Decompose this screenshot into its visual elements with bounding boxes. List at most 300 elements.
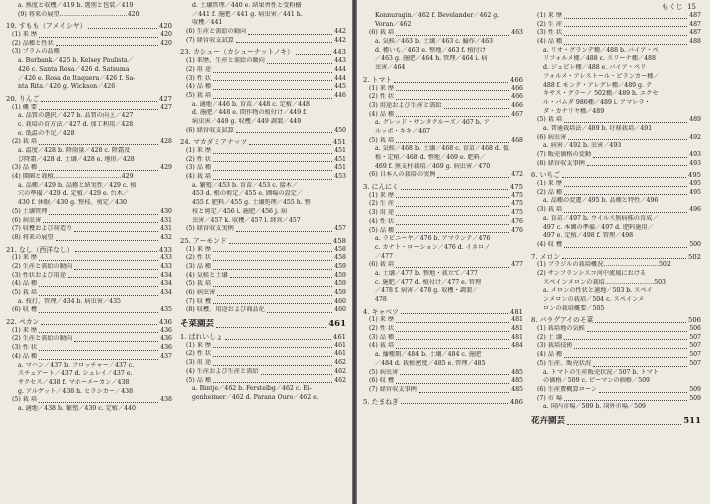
toc-entry-title: (2) 生 産 [537, 20, 563, 28]
toc-entry [531, 160, 701, 169]
toc-section [180, 48, 346, 57]
toc-entry [180, 272, 346, 281]
dot-leader [39, 306, 158, 313]
toc-page-number: 481 [510, 307, 523, 316]
toc-entry-title: (5) 病虫害 [369, 368, 399, 376]
dot-leader [213, 254, 332, 261]
toc-entry-title: (1) 概 要 [12, 103, 38, 111]
toc-text-line: a. 適地／446 b. 育苗／448 c. 定植／448 [192, 100, 310, 108]
toc-text-line: び降霜／428 d. 土壌／428 e. 地形／428 [18, 155, 135, 163]
toc-entry [180, 57, 346, 66]
toc-entry-title: (3) 性 状 [12, 344, 38, 352]
dot-leader [396, 192, 509, 199]
toc-text-line: ／477 [375, 252, 393, 260]
toc-text-line: キサス・グラーノ 502種／489 h. エクセ [543, 90, 659, 98]
dot-leader [564, 241, 687, 248]
toc-section [363, 398, 523, 407]
toc-text-line: e. 低温の不足／428 [18, 129, 75, 137]
toc-page-number: 461 [328, 319, 346, 330]
toc-entry-title: (6) 栽 培 [369, 261, 395, 269]
dot-leader [396, 93, 509, 100]
toc-page-number: 460 [334, 306, 346, 314]
toc-entry [531, 351, 701, 360]
toc-entry-title: 21. なし（西洋なし） [6, 245, 74, 254]
toc-page-number: 451 [334, 164, 346, 172]
toc-page-number: 434 [160, 289, 172, 296]
toc-text-line: 488 f. モンテ・アレグレ種／489 g. テ [543, 81, 653, 89]
toc-page-number: 442 [334, 36, 346, 44]
toc-text-line: c. カナト・ローション／476 d. イネロノ [375, 243, 491, 251]
dot-leader [574, 342, 687, 349]
toc-entry [363, 85, 523, 94]
toc-entry-title: (8) 収穫、用途および商品化 [186, 306, 265, 314]
dot-leader [396, 334, 509, 341]
dot-leader [74, 263, 158, 270]
toc-entry-title: (1) 来 歴 [12, 254, 38, 262]
toc-entry-title: (6) 生産費概算ローン [537, 385, 598, 393]
toc-page-number: 502 [688, 252, 701, 261]
dot-leader [396, 137, 509, 144]
toc-entry-title: (5) 土壌管理 [12, 207, 48, 215]
toc-entry [531, 360, 701, 369]
toc-entry-title: (6) 収 穫 [369, 377, 395, 385]
toc-entry-title: (2) 土 壌 [537, 333, 563, 341]
toc-page-number: 459 [334, 280, 346, 288]
toc-page-number: 493 [689, 151, 701, 158]
toc-page-number: 443 [333, 48, 346, 57]
dot-leader [396, 261, 509, 268]
toc-page-number: 475 [511, 209, 523, 217]
toc-page-number: 476 [511, 217, 523, 225]
toc-entry [180, 75, 346, 84]
toc-entry [6, 289, 172, 298]
dot-leader [564, 334, 687, 341]
toc-entry [6, 272, 172, 281]
toc-entry-title: 4. キャベツ [363, 307, 399, 316]
toc-text-line: の価格／509 c. ピーマンの価格／509 [543, 377, 650, 385]
toc-entry [531, 180, 701, 189]
toc-text-line: a. 播種期／484 b. 土壌／484 c. 施肥 [375, 351, 482, 359]
toc-page-number: 460 [334, 297, 346, 305]
dot-leader [213, 359, 332, 366]
dot-leader [213, 342, 332, 349]
dot-leader [564, 351, 687, 358]
dot-leader [213, 173, 332, 180]
dot-leader [213, 377, 332, 384]
toc-entry [6, 396, 172, 405]
dot-leader [587, 160, 687, 167]
toc-page-number: 466 [511, 93, 523, 101]
dot-leader [419, 386, 509, 393]
toc-entry-title: 7. メロン [531, 252, 561, 261]
dot-leader [39, 31, 158, 38]
dot-leader [213, 263, 332, 270]
toc-entry-title: (3) 品 種 [186, 262, 212, 270]
toc-entry-title: (4) 収 穫 [537, 240, 563, 248]
toc-section [6, 318, 172, 327]
toc-entry [531, 12, 701, 21]
dot-leader [394, 76, 508, 83]
dot-leader [213, 66, 332, 73]
dot-leader [587, 325, 687, 332]
toc-text-line: a. 適地／438 b. 繁殖／439 c. 定植／440 [18, 404, 136, 412]
toc-page-number: 462 [334, 367, 346, 375]
dot-leader [595, 316, 686, 323]
toc-entry [531, 134, 701, 143]
toc-text-line: ンメロンの栽培／504 c. スペインメ [543, 296, 645, 303]
toc-entry [363, 200, 523, 209]
toc-section [531, 253, 701, 262]
dot-leader [562, 253, 686, 260]
toc-page-number: 451 [334, 147, 346, 154]
toc-entry-title: (7) 販売価格の変動 [537, 151, 592, 158]
dot-leader [213, 246, 332, 253]
toc-text-line: 453 d. 根の剪定／455 e. 圃場の設定／ [192, 190, 304, 198]
toc-section [180, 237, 346, 246]
toc-entry [363, 316, 523, 325]
toc-text-line: a. 気候／468 b. 土壌／468 c. 育苗／468 d. 仮 [375, 145, 510, 153]
chapter-title: もくじ [661, 3, 683, 11]
toc-column-2 [180, 2, 346, 403]
dot-leader [593, 360, 687, 367]
toc-entry-title: (3) 品 種 [369, 333, 395, 341]
toc-text-line: (1) ブラジルの栽培概況………………………502 [537, 261, 671, 269]
toc-page-number: 459 [334, 262, 346, 270]
dot-leader [229, 237, 331, 244]
dot-leader [564, 38, 687, 45]
toc-text-line: 虫害／464 [375, 64, 406, 72]
toc-entry-title: (2) 栽 培 [12, 138, 38, 146]
toc-entry [180, 173, 346, 182]
dot-leader [564, 29, 687, 36]
toc-entry [6, 225, 172, 234]
toc-text-line: c. 施肥／477 d. 植付け／477 e. 管理 [375, 278, 482, 286]
toc-entry-title: (3) 栽培技術 [537, 342, 573, 350]
toc-text-line: a. 枝打、管理／434 b. 病虫害／435 [18, 297, 121, 305]
toc-entry-title: 8. パラグアイのそ菜 [531, 316, 594, 325]
toc-entry-title: (1) 栽培地の気候 [537, 325, 585, 333]
toc-entry-title: そ菜園芸 [180, 319, 215, 330]
toc-entry-title: 20. りんご [6, 94, 40, 103]
toc-entry-title: (2) 性 状 [186, 254, 212, 262]
toc-entry [363, 218, 523, 227]
toc-entry-title: (2) 性 状 [369, 93, 395, 101]
toc-text-line: a. 普通栽培法／489 b. 圩移栽培／491 [543, 124, 653, 132]
toc-entry [531, 325, 701, 334]
toc-text-line: ロンの栽培概要／505 [543, 304, 605, 312]
toc-section [531, 316, 701, 325]
toc-entry [531, 151, 701, 160]
toc-page-number: 463 [511, 29, 523, 37]
dot-leader [213, 298, 332, 305]
toc-page-number: 507 [689, 333, 701, 341]
toc-entry [6, 208, 172, 217]
dot-leader [225, 333, 331, 340]
toc-text-line: a. マハン／437 b. フロッチャー／437 c. [18, 361, 135, 369]
toc-page-number: 444 [334, 74, 346, 82]
toc-text-line: 収穫／441 [192, 19, 223, 27]
toc-page-number: 467 [511, 110, 523, 118]
toc-text-line: スペインメロンの栽培……………………503 [543, 278, 666, 286]
toc-entry-title: (6) 栽 培 [369, 29, 395, 37]
toc-entry [180, 254, 346, 263]
toc-text-line: 469 f. 無支柱栽培／469 g. 病虫害／470 [375, 162, 491, 170]
dot-leader [261, 368, 333, 375]
dot-leader [396, 85, 509, 92]
toc-entry-title: (4) 品 種 [12, 352, 38, 360]
toc-entry-title: (4) 性 状 [369, 217, 395, 225]
toc-entry-title: (4) 栽 培 [186, 173, 212, 181]
dot-leader [49, 208, 158, 215]
toc-entry [363, 111, 523, 120]
dot-leader [562, 171, 686, 178]
dot-leader [396, 377, 509, 384]
toc-entry [180, 280, 346, 289]
toc-text-line: (9) 将来の展望……………………………420 [18, 10, 140, 18]
toc-entry [180, 92, 346, 101]
toc-entry-title: (4) 品 種 [537, 38, 563, 46]
toc-page-number: 481 [511, 333, 523, 341]
toc-page-number: 430 [160, 207, 172, 215]
toc-entry-title: (3) 栽 培 [537, 206, 563, 214]
dot-leader [41, 318, 157, 325]
toc-page-number: 500 [689, 240, 701, 248]
toc-entry-title: (1) 来 歴 [369, 316, 395, 324]
toc-text-line: d. 種いも／463 e. 整地／463 f. 植付け [375, 46, 486, 54]
dot-leader [593, 151, 687, 158]
toc-entry-title: (6) 病虫害 [12, 216, 42, 224]
dot-leader [267, 57, 332, 64]
toc-page-number: 486 [510, 397, 523, 406]
toc-entry [6, 306, 172, 315]
toc-page-number: 466 [511, 84, 523, 92]
toc-entry [363, 171, 523, 180]
toc-entry [180, 66, 346, 75]
dot-leader [396, 111, 509, 118]
toc-page-number: 509 [689, 385, 701, 393]
dot-leader [396, 218, 509, 225]
toc-entry-title: (2) 生産と需給の動向 [12, 262, 73, 270]
dot-leader [39, 353, 158, 360]
toc-page-number: 495 [689, 180, 701, 188]
toc-text-line: d. 施肥／448 e. 間作物の植付け／449 f. [192, 109, 308, 117]
right-page [357, 0, 710, 504]
toc-page-number: 432 [160, 233, 172, 241]
dot-leader [567, 416, 681, 425]
toc-page-number: 461 [333, 333, 346, 342]
toc-entry-title: (7) 収穫および荷造り [12, 225, 73, 233]
toc-entry [180, 359, 346, 368]
toc-page-number: 427 [160, 103, 172, 111]
toc-entry-title: (6) 生産と需給の動向 [186, 28, 247, 36]
dot-leader [213, 350, 332, 357]
dot-leader [213, 280, 332, 287]
toc-page-number: 435 [160, 306, 172, 314]
toc-page-number: 492 [689, 133, 701, 141]
toc-page-number: 446 [334, 91, 346, 99]
toc-entry-title: (6) 収 穫 [12, 306, 38, 314]
dot-leader [401, 183, 508, 190]
toc-text-line: Konnuragin／462 f. Bevelander／462 g. [375, 12, 500, 19]
toc-page-number: 496 [689, 206, 701, 214]
toc-page-number: 429 [160, 164, 172, 172]
toc-entry [363, 261, 523, 270]
dot-leader [236, 127, 332, 134]
toc-page-number: 507 [689, 351, 701, 359]
dot-leader [75, 246, 157, 253]
dot-leader [267, 306, 332, 313]
toc-page-number: 493 [689, 159, 701, 167]
toc-text-line: a. ラビニーヤ／476 b. アマランテ／476 [375, 235, 491, 243]
toc-entry-title: (2) 用 途 [186, 65, 212, 73]
toc-entry-title: (2) 性 状 [186, 350, 212, 358]
dot-leader [56, 40, 159, 47]
toc-entry-title: (3) 性 状 [537, 29, 563, 37]
toc-page-number: 437 [160, 352, 172, 360]
toc-text-line: g. アルゲット／438 h. ヒラシカー／438 [18, 387, 134, 395]
toc-page-number: 466 [511, 101, 523, 109]
toc-entry-title: (5) 栽 培 [186, 91, 212, 99]
toc-text-line: nta Rita／426 g. Wickson／426 [18, 83, 116, 91]
toc-page-number: 459 [334, 271, 346, 279]
toc-page-number: 484 [511, 342, 523, 350]
toc-entry-title: (5) 栽 培 [12, 396, 38, 404]
dot-leader [88, 22, 157, 29]
toc-section [6, 246, 172, 255]
page-header [662, 2, 696, 12]
toc-page-number: 495 [689, 188, 701, 196]
toc-entry [363, 227, 523, 236]
toc-entry [180, 263, 346, 272]
dot-leader [401, 398, 508, 405]
dot-leader [56, 234, 159, 241]
toc-text-line: a. 病害／492 b. 虫害／493 [543, 142, 622, 150]
toc-entry [180, 37, 346, 46]
toc-entry [180, 306, 346, 315]
toc-entry-title: (1) 来 歴 [369, 84, 395, 92]
toc-entry-title: (7) 市 場 [537, 394, 563, 402]
dot-leader [396, 227, 509, 234]
toc-entry [531, 334, 701, 343]
toc-entry-title: (8) 経営収支事例 [537, 159, 585, 167]
toc-entry [180, 342, 346, 351]
toc-column-4 [531, 12, 701, 427]
toc-text-line: ／478 f. 病害／478 g. 収穫・調製／ [375, 287, 479, 295]
toc-entry [180, 156, 346, 165]
toc-section [180, 138, 346, 147]
toc-entry-title: 3. にんにく [363, 183, 399, 192]
toc-text-line: a. メロンの性状と適地／503 b. スペイ [543, 287, 653, 295]
toc-page-number: 428 [160, 138, 172, 146]
toc-page-number: 475 [511, 191, 523, 199]
toc-page-number: 459 [334, 289, 346, 296]
toc-text-line: a. トマトの生産販売状況／507 b. トマト [543, 368, 659, 376]
toc-entry-title: (3) 性状および用途 [12, 271, 67, 279]
dot-leader [564, 395, 687, 402]
toc-text-line: サクセス／438 f. マホーメーカン／438 [18, 378, 130, 386]
toc-text-line: 植・定植／468 d. 整地／469 e. 肥料／ [375, 154, 487, 161]
toc-page-number: 453 [334, 173, 346, 181]
toc-page-number: 487 [689, 29, 701, 37]
toc-entry [531, 206, 701, 215]
toc-entry-title: (7) 経営収支試算 [186, 36, 234, 44]
toc-page-number: 433 [160, 262, 172, 270]
toc-entry [180, 368, 346, 377]
toc-entry [180, 350, 346, 359]
toc-page-number: 434 [160, 271, 172, 279]
dot-leader [74, 335, 158, 342]
toc-page-number: 434 [160, 280, 172, 288]
toc-section [180, 333, 346, 342]
toc-entry [363, 377, 523, 386]
toc-text-line: 455 f. 肥料／455 g. 土壌処理／455 h. 整 [192, 199, 311, 207]
dot-leader [39, 164, 158, 171]
toc-entry-title: (1) 来 歴 [186, 147, 212, 154]
toc-text-line: genheimer／462 d. Parana Ouro／462 e. [192, 393, 319, 401]
dot-leader [396, 325, 509, 332]
toc-entry-title: (5) 品 種 [369, 226, 395, 234]
toc-text-line: 430 f. 休眠／430 g. 整枝、剪定／430 [18, 199, 127, 207]
toc-entry-title: (1) 来 歴 [369, 191, 395, 199]
toc-entry [531, 189, 701, 198]
toc-entry-title: 23. カシュー（カシューナットノキ） [180, 48, 294, 57]
toc-entry [180, 164, 346, 173]
toc-page-number: 485 [511, 385, 523, 393]
toc-page-number: 433 [159, 245, 172, 254]
toc-entry [531, 386, 701, 395]
toc-entry-title: (5) 栽 培 [12, 289, 38, 296]
toc-page-number: 433 [160, 254, 172, 262]
dot-leader [401, 308, 508, 315]
toc-text-line: a. グレッド・サンタクルーズ／467 b. ア [375, 119, 490, 127]
toc-entry [6, 254, 172, 263]
toc-text-line: (3) プラムの品種 [12, 48, 60, 56]
toc-entry [531, 21, 701, 30]
toc-entry-title: 5. たまねぎ [363, 397, 399, 406]
toc-entry-title: (7) 収 穫 [186, 297, 212, 305]
toc-section [363, 308, 523, 317]
toc-entry-title: (4) 生産および生産と需給 [186, 367, 259, 375]
toc-entry [363, 93, 523, 102]
toc-text-line: d. ジュピレ種／488 e. バイア・ペリ [543, 64, 647, 72]
toc-text-line: a. Burbank／425 b. Kelsey Paulista／ [18, 57, 134, 65]
toc-entry-title: (1) 来 歴 [186, 245, 212, 253]
dot-leader [213, 75, 332, 82]
toc-page-number: 427 [159, 94, 172, 103]
toc-page-number: 442 [334, 28, 346, 36]
dot-leader [564, 206, 687, 213]
dot-leader [39, 344, 158, 351]
toc-entry-title: (3) 品 種 [186, 164, 212, 172]
toc-page-number: 436 [160, 344, 172, 352]
toc-entry [531, 29, 701, 38]
toc-page-number: 472 [511, 171, 523, 179]
dot-leader [213, 83, 332, 90]
toc-page-number: 420 [160, 39, 172, 47]
toc-text-line: a. 繁殖／453 b. 育苗／453 c. 接木／ [192, 181, 299, 189]
dot-leader [216, 319, 326, 328]
toc-entry-title: (6) 日本人の栽培の実例 [369, 171, 436, 179]
toc-text-line: ダ・カナリヤ種／489 [543, 107, 605, 115]
toc-entry [6, 31, 172, 40]
toc-entry [6, 263, 172, 272]
toc-text-line: ／463 g. 施肥／464 h. 管理／464 i. 病 [375, 55, 488, 63]
toc-entry [6, 164, 172, 173]
toc-page-number: 444 [334, 65, 346, 73]
toc-entry-title: (2) 品 種 [537, 188, 563, 196]
toc-entry-title: (5) 栽 培 [369, 136, 395, 144]
toc-text-line: a. 品種の変遷／495 b. 品種と特性／496 [543, 197, 659, 205]
